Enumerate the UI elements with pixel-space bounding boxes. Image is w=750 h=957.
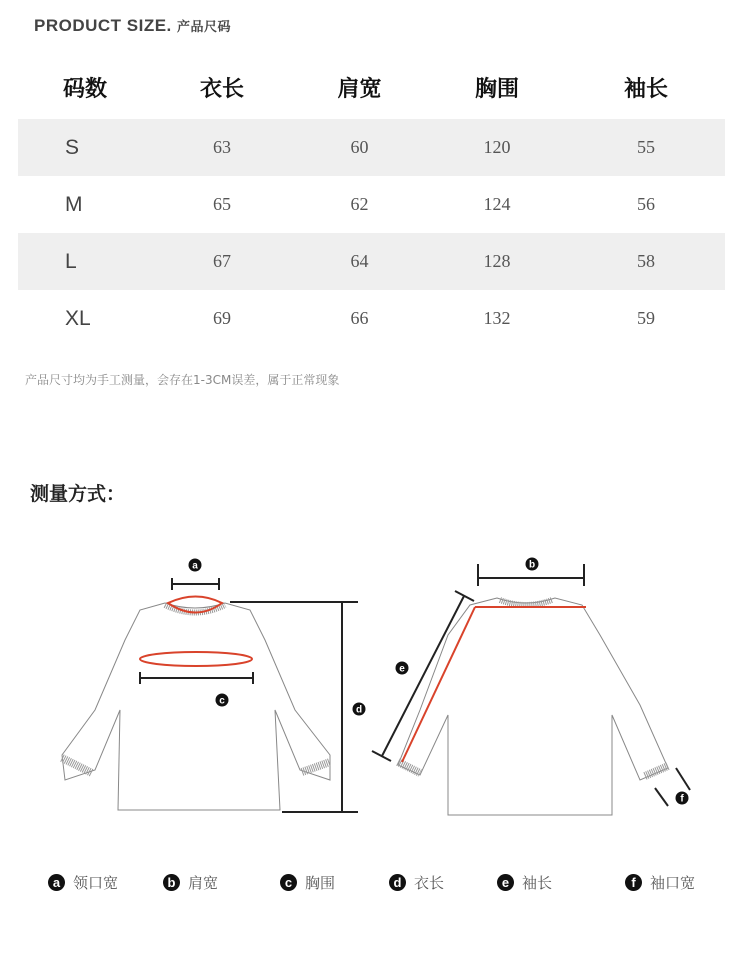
size-table bbox=[18, 55, 725, 347]
cell-chest: 132 bbox=[483, 308, 511, 328]
cell-chest: 120 bbox=[427, 119, 567, 176]
table-row bbox=[18, 233, 725, 290]
col-header-sleeve: 袖长 bbox=[623, 76, 668, 102]
legend-label: 袖长 bbox=[522, 874, 553, 892]
badge-d: d bbox=[389, 874, 406, 891]
cell-length: 69 bbox=[213, 308, 231, 328]
sleeve-dimension bbox=[372, 591, 474, 761]
legend-item-sleeve bbox=[497, 872, 552, 893]
collar-dimension bbox=[172, 578, 219, 590]
cell-size: S bbox=[18, 119, 152, 176]
cell-size: L bbox=[18, 233, 152, 290]
col-header-size: 码数 bbox=[62, 76, 107, 102]
marker-c bbox=[216, 694, 229, 707]
page-title bbox=[34, 16, 231, 36]
svg-text:a: a bbox=[192, 560, 198, 572]
cell-size: M bbox=[65, 192, 83, 216]
svg-text:c: c bbox=[219, 695, 225, 707]
legend-label: 肩宽 bbox=[188, 874, 219, 892]
marker-a bbox=[189, 559, 202, 572]
legend-item-length bbox=[389, 872, 444, 893]
svg-text:f: f bbox=[680, 793, 684, 805]
col-header-shoulder: 肩宽 bbox=[337, 76, 382, 102]
legend-item-cuff bbox=[625, 872, 695, 893]
cell-shoulder: 66 bbox=[350, 308, 369, 328]
cell-shoulder: 60 bbox=[292, 119, 427, 176]
legend-label: 袖口宽 bbox=[650, 874, 696, 892]
cell-chest: 124 bbox=[483, 194, 511, 214]
badge-b: b bbox=[163, 874, 180, 891]
badge-a: a bbox=[48, 874, 65, 891]
table-row bbox=[18, 176, 725, 233]
badge-f: f bbox=[625, 874, 642, 891]
method-title: 测量方式： bbox=[30, 483, 126, 505]
sleeve-measure bbox=[402, 607, 475, 762]
chest-measure bbox=[140, 652, 252, 666]
front-sweater bbox=[62, 603, 330, 810]
svg-text:d: d bbox=[355, 704, 363, 716]
title-cn: 产品尺码 bbox=[177, 20, 232, 35]
col-header-chest: 胸围 bbox=[474, 76, 519, 102]
cell-length: 63 bbox=[152, 119, 292, 176]
cell-length: 67 bbox=[152, 233, 292, 290]
cell-shoulder: 62 bbox=[350, 194, 369, 214]
svg-text:b: b bbox=[528, 559, 536, 571]
title-en: PRODUCT SIZE. bbox=[34, 16, 172, 35]
cell-sleeve: 55 bbox=[567, 119, 725, 176]
marker-d bbox=[353, 703, 366, 716]
cell-sleeve: 58 bbox=[567, 233, 725, 290]
marker-f bbox=[676, 792, 689, 805]
chest-dimension bbox=[140, 672, 253, 684]
col-header-length: 衣长 bbox=[199, 76, 244, 102]
legend-item-chest bbox=[280, 872, 335, 893]
badge-c: c bbox=[280, 874, 297, 891]
legend-item-shoulder bbox=[163, 872, 218, 893]
svg-text:e: e bbox=[399, 663, 405, 675]
size-table-header bbox=[18, 55, 725, 119]
table-row bbox=[18, 290, 725, 347]
legend-item-collar bbox=[48, 872, 118, 893]
cell-sleeve: 59 bbox=[637, 308, 655, 328]
badge-e: e bbox=[497, 874, 514, 891]
marker-e bbox=[396, 662, 409, 675]
cell-length: 65 bbox=[213, 194, 231, 214]
marker-b bbox=[526, 558, 539, 571]
measurement-note: 产品尺寸均为手工测量，会存在1-3CM误差，属于正常现象 bbox=[25, 373, 340, 387]
cell-size: XL bbox=[65, 306, 91, 330]
legend-label: 领口宽 bbox=[73, 874, 119, 892]
legend-label: 胸围 bbox=[305, 874, 336, 892]
cell-sleeve: 56 bbox=[637, 194, 655, 214]
back-sweater bbox=[398, 598, 668, 815]
cell-chest: 128 bbox=[427, 233, 567, 290]
table-row bbox=[18, 119, 725, 176]
legend-label: 衣长 bbox=[414, 874, 445, 892]
cell-shoulder: 64 bbox=[292, 233, 427, 290]
measurement-diagram bbox=[0, 540, 750, 840]
